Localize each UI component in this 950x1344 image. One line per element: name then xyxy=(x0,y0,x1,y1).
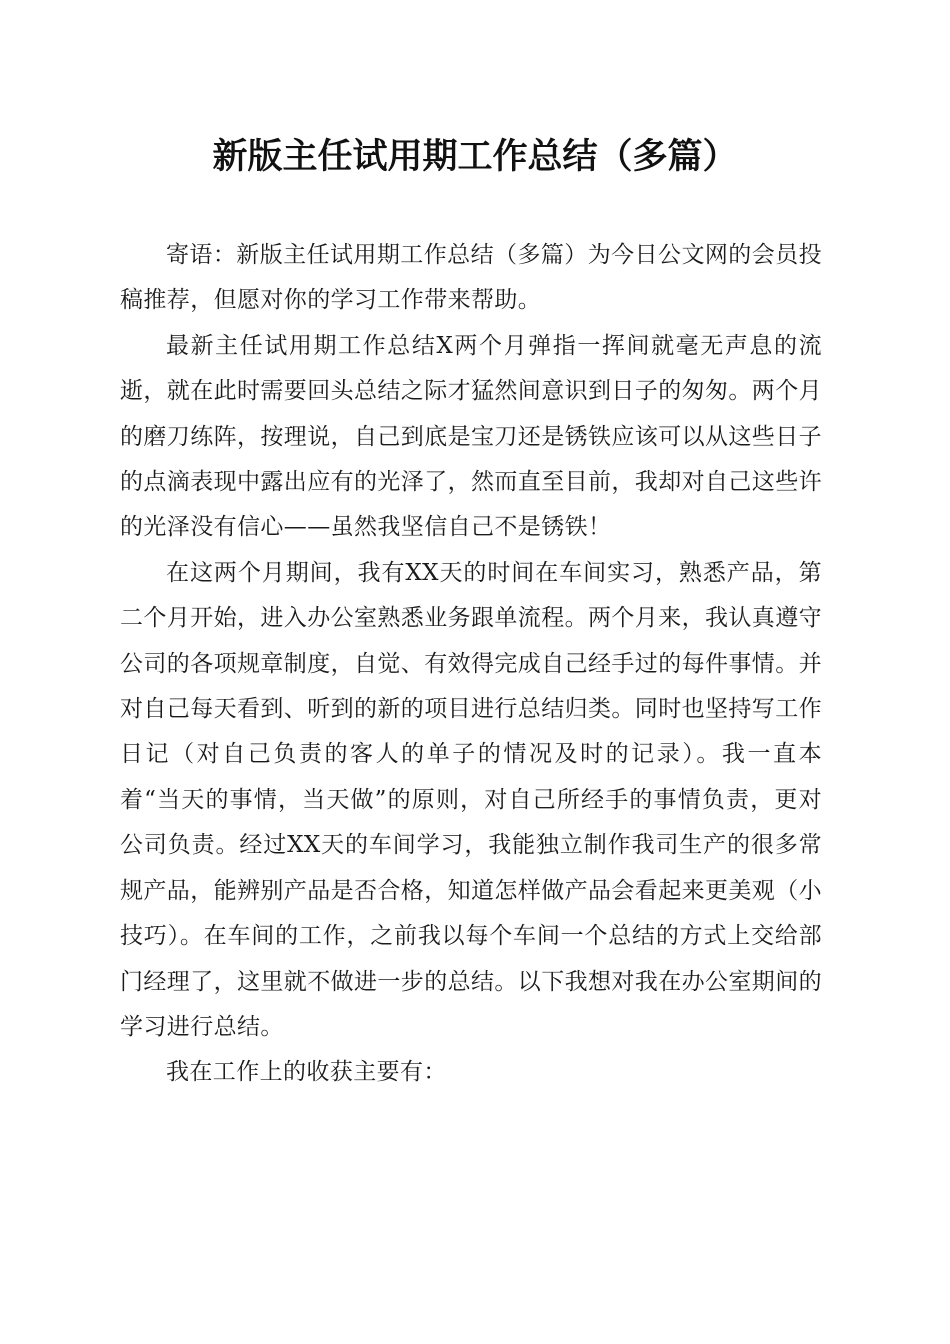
paragraph-gains-heading: 我在工作上的收获主要有： xyxy=(166,1059,447,1086)
paragraph-foreword: 寄语：新版主任试用期工作总结（多篇）为今日公文网的会员投稿推荐，但愿对你的学习工作带来帮助。 xyxy=(120,242,822,314)
paragraph-work-review: 在这两个月期间，我有XX天的时间在车间实习，熟悉产品，第二个月开始，进入办公室熟悉业务跟单流程。两个月来，我认真遵守公司的各项规章制度，自觉、有效得完成自己经手过的每件事情。并对自己每天看到、听到的新的项目进行总结归类。同时也坚持写工作日记（对自己负责的客人的单子的情况及时的记录）。我一直本着“当天的事情，当天做”的原则，对自己所经手的事情负责，更对公司负责。经过XX天的车间学习，我能独立制作我司生产的很多常规产品，能辨别产品是否合格，知道怎样做产品会看起来更美观（小技巧）。在车间的工作，之前我以每个车间一个总结的方式上交给部门经理了，这里就不做进一步的总结。以下我想对我在办公室期间的学习进行总结。 xyxy=(120,559,822,1040)
paragraph-intro: 最新主任试用期工作总结X两个月弹指一挥间就毫无声息的流逝，就在此时需要回头总结之际才猛然间意识到日子的匆匆。两个月的磨刀练阵，按理说，自己到底是宝刀还是锈铁应该可以从这些日子的点滴表现中露出应有的光泽了，然而直至目前，我却对自己这些许的光泽没有信心——虽然我坚信自己不是锈铁！ xyxy=(120,332,822,541)
document-body xyxy=(120,233,822,1096)
document-title: 新版主任试用期工作总结（多篇） xyxy=(212,136,738,177)
